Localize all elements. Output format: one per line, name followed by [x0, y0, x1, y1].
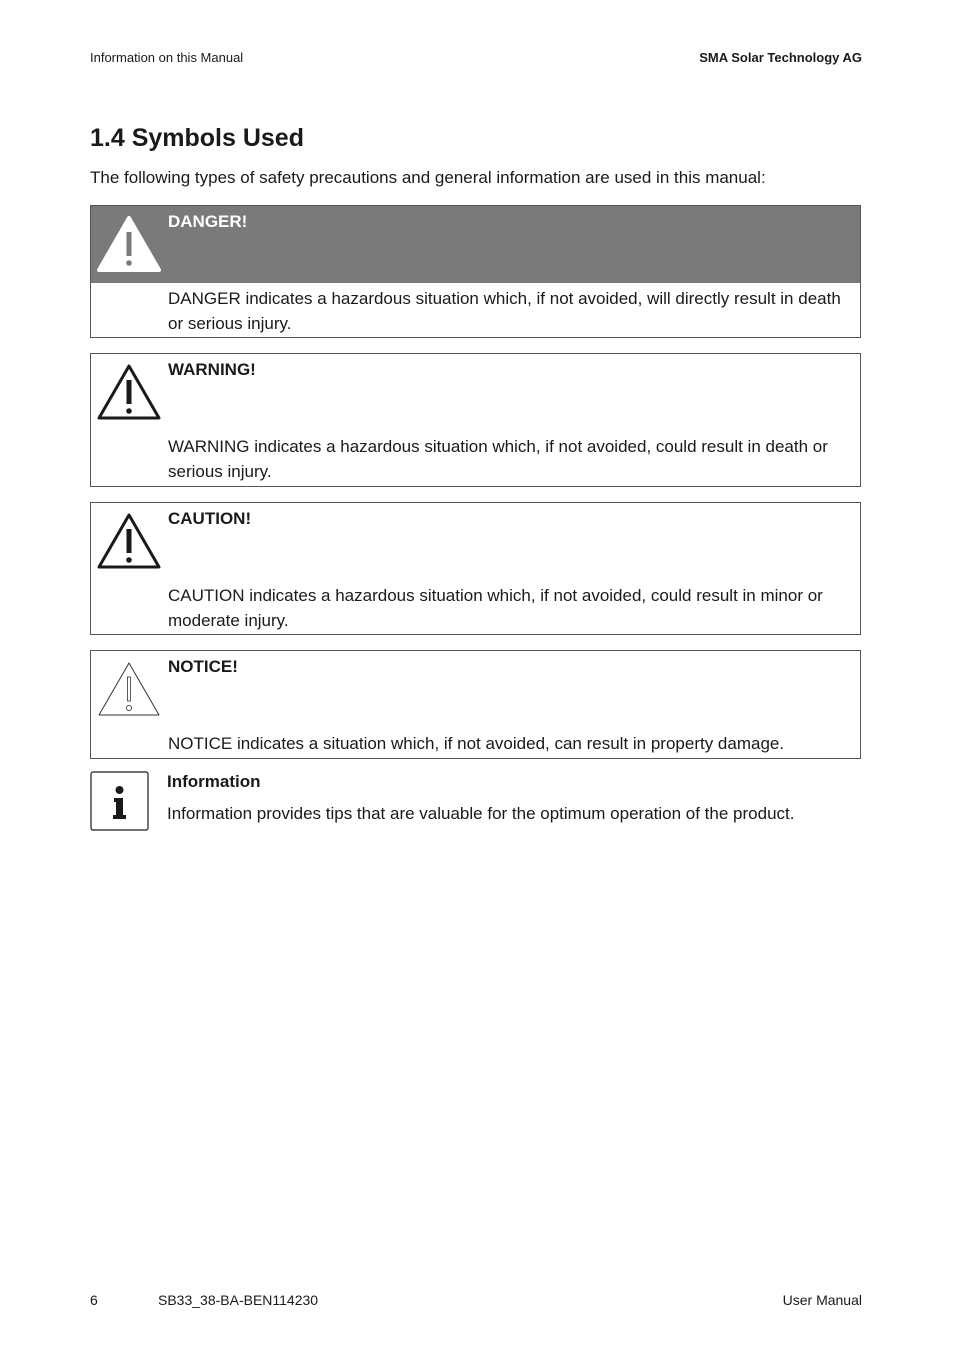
danger-header-band [91, 206, 860, 283]
warning-triangle-icon [95, 212, 163, 274]
warning-box [90, 353, 861, 487]
intro-text: The following types of safety precautions and general information are used in this manual: [90, 168, 766, 187]
caution-text: CAUTION indicates a hazardous situation which, if not avoided, could result in minor or moderate injury. [168, 586, 823, 630]
warning-triangle-icon [95, 360, 163, 422]
footer-page-number: 6 [90, 1292, 98, 1308]
information-icon [90, 771, 149, 831]
warning-heading: WARNING! [168, 360, 256, 379]
footer-document-id: SB33_38-BA-BEN114230 [158, 1292, 319, 1308]
footer-document-type: User Manual [782, 1292, 862, 1308]
header-section-title: Information on this Manual [90, 50, 244, 65]
information-heading: Information [167, 772, 261, 791]
caution-box [90, 502, 861, 635]
notice-text: NOTICE indicates a situation which, if not avoided, can result in property damage. [168, 734, 785, 753]
notice-box [90, 650, 861, 759]
notice-heading: NOTICE! [168, 657, 238, 676]
page-title: 1.4 Symbols Used [90, 124, 304, 152]
danger-text: DANGER indicates a hazardous situation which, if not avoided, will directly result in death or serious injury. [168, 289, 841, 333]
information-text: Information provides tips that are valuable for the optimum operation of the product. [167, 804, 795, 823]
danger-box [90, 205, 861, 338]
caution-triangle-icon [95, 509, 163, 571]
danger-heading: DANGER! [168, 212, 248, 231]
header-company-name: SMA Solar Technology AG [699, 50, 862, 65]
notice-triangle-icon [95, 657, 163, 719]
caution-heading: CAUTION! [168, 509, 252, 528]
warning-text: WARNING indicates a hazardous situation which, if not avoided, could result in death or serious injury. [168, 437, 828, 481]
